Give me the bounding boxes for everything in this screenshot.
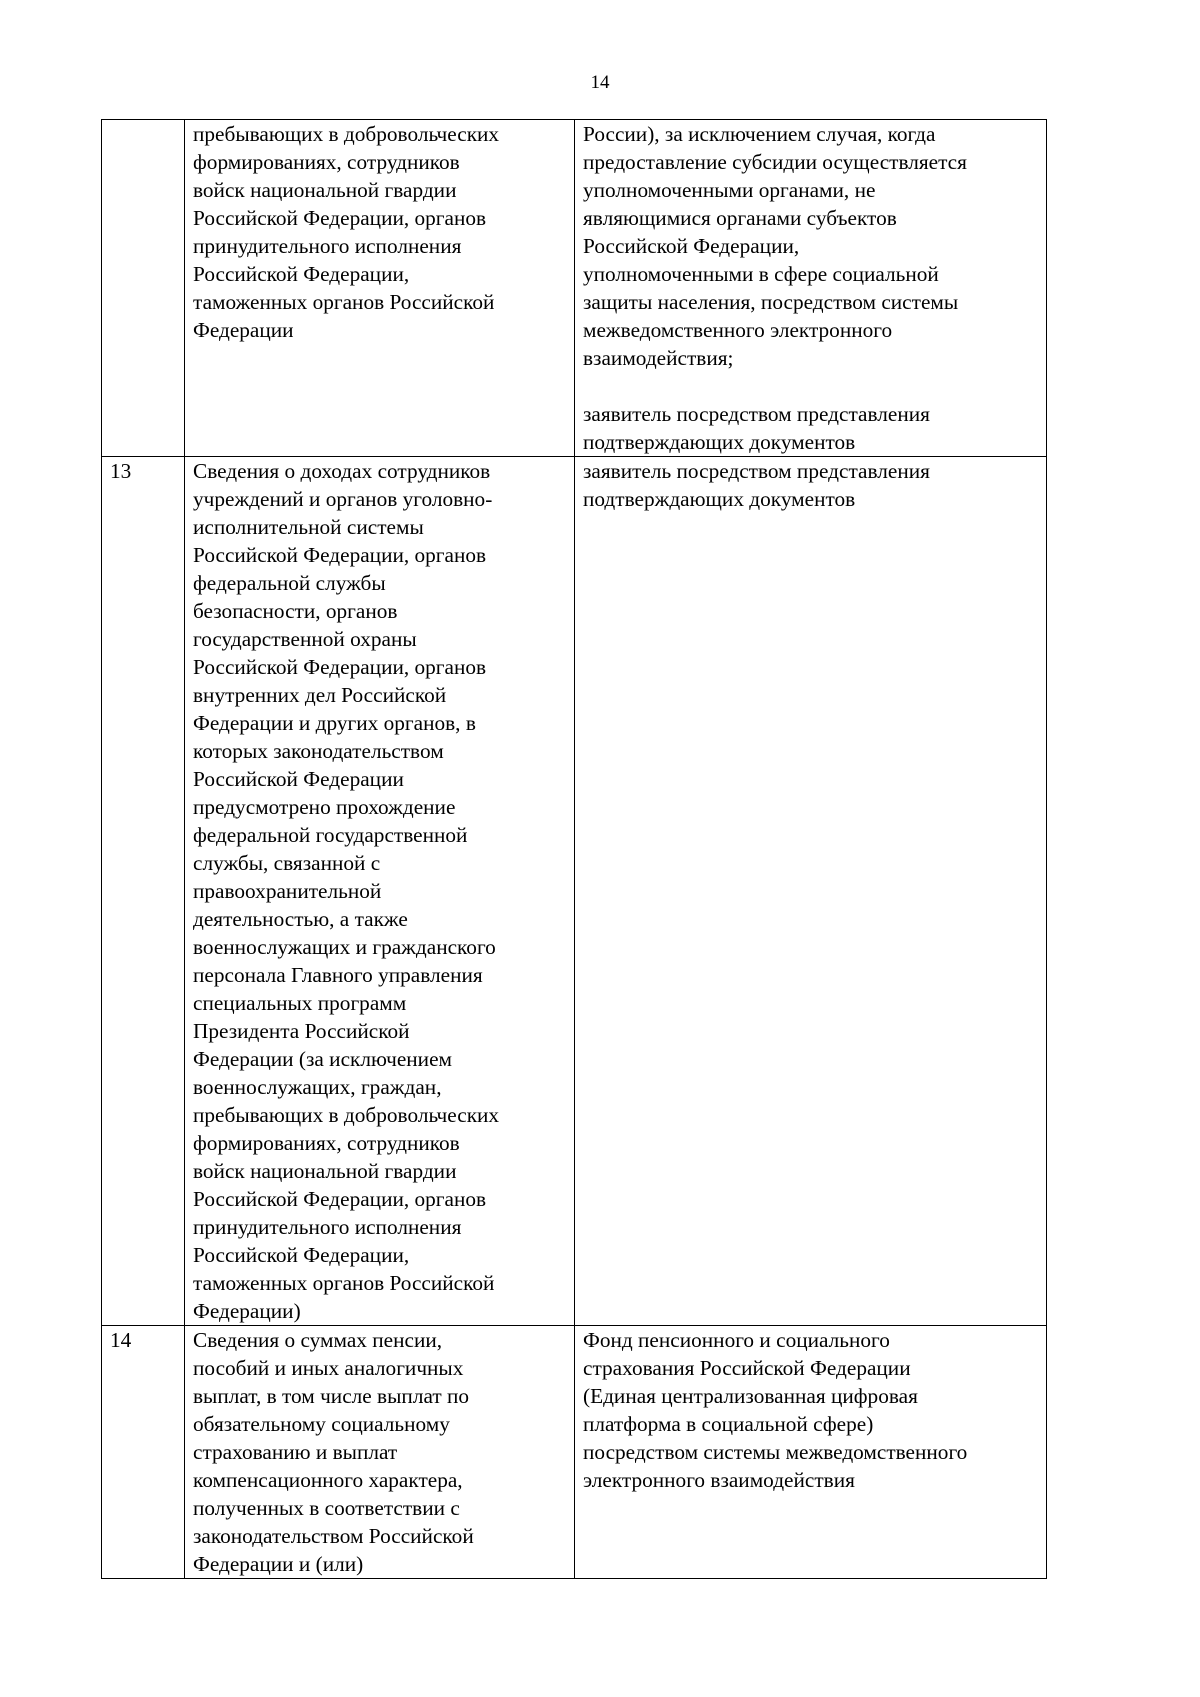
info-cell: пребывающих в добровольческих формированиях, сотрудников войск национальной гвардии Российской Федерации, органов принудительного исполнения Российской Федерации, таможенных органов Российской Федерации [185,120,575,457]
table-row [102,1326,1047,1579]
row-number-cell [102,120,185,457]
page-number: 14 [590,72,610,93]
table-row [102,120,1047,457]
source-cell: России), за исключением случая, когда предоставление субсидии осуществляется уполномоченными органами, не являющимися органами субъектов Российской Федерации, уполномоченными в сфере социальной защиты населения, посредством системы межведомственного электронного взаимодействия; заявитель посредством представления подтверждающих документов [575,120,1047,457]
info-cell: Сведения о суммах пенсии, пособий и иных аналогичных выплат, в том числе выплат по обязательному социальному страхованию и выплат компенсационного характера, полученных в соответствии с законодательством Российской Федерации и (или) [185,1326,575,1579]
source-cell: Фонд пенсионного и социального страхования Российской Федерации (Единая централизованная цифровая платформа в социальной сфере) посредством системы межведомственного электронного взаимодействия [575,1326,1047,1579]
row-number-cell: 14 [102,1326,185,1579]
row-number-cell: 13 [102,457,185,1326]
document-table [101,119,1047,1579]
source-cell: заявитель посредством представления подтверждающих документов [575,457,1047,1326]
info-cell: Сведения о доходах сотрудников учреждений и органов уголовно- исполнительной системы Российской Федерации, органов федеральной службы безопасности, органов государственной охраны Российской Федерации, органов внутренних дел Российской Федерации и других органов, в которых законодательством Российской Федерации предусмотрено прохождение федеральной государственной службы, связанной с правоохранительной деятельностью, а также военнослужащих и гражданского персонала Главного управления специальных программ Президента Российской Федерации (за исключением военнослужащих, граждан, пребывающих в добровольческих формированиях, сотрудников войск национальной гвардии Российской Федерации, органов принудительного исполнения Российской Федерации, таможенных органов Российской Федерации) [185,457,575,1326]
table-row [102,457,1047,1326]
